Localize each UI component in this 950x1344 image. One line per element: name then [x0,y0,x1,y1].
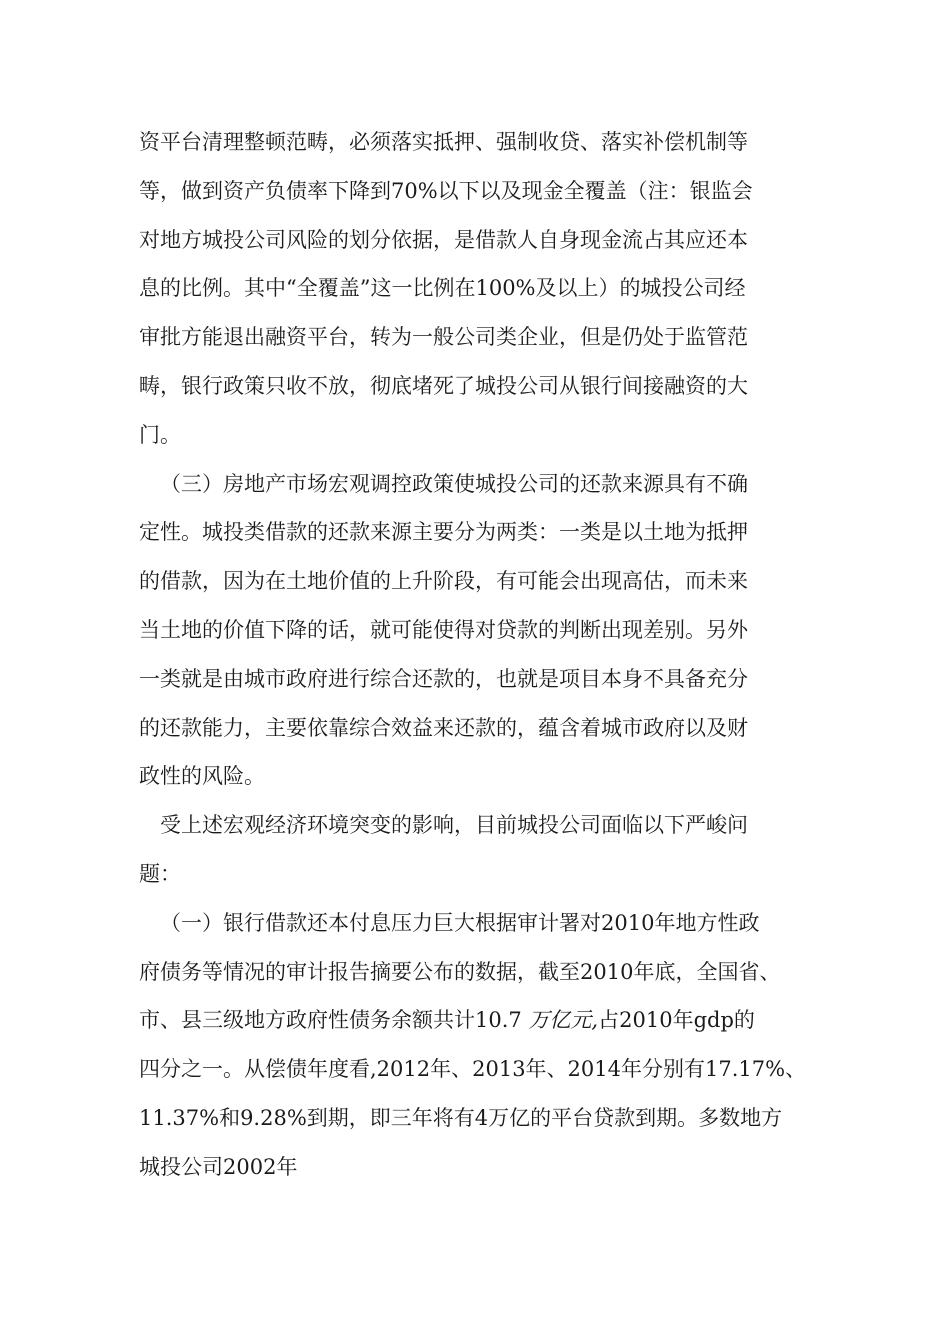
text-line: 定性。城投类借款的还款来源主要分为两类：一类是以土地为抵押 [139,520,748,545]
text-line: 等，做到资产负债率下降到70%以下以及现金全覆盖（注：银监会 [139,178,753,203]
text-line: 的借款，因为在土地价值的上升阶段，有可能会出现高估，而未来 [139,569,748,594]
text-line: 四分之一。从偿债年度看,2012年、2013年、2014年分别有17.17%、 [139,1057,807,1082]
text-line: （三）房地产市场宏观调控政策使城投公司的还款来源具有不确 [160,471,748,496]
text-line: 当土地的价值下降的话，就可能使得对贷款的判断出现差别。另外 [139,617,748,642]
text-line: 11.37%和9.28%到期，即三年将有4万亿的平台贷款到期。多数地方 [139,1105,783,1130]
text-line: 的还款能力，主要依靠综合效益来还款的，蕴含着城市政府以及财 [139,715,748,740]
text-segment: 占2010年gdp的 [598,1008,755,1033]
text-line: 府债务等情况的审计报告摘要公布的数据，截至2010年底，全国省、 [139,959,781,984]
text-line: 资平台清理整顿范畴，必须落实抵押、强制收贷、落实补偿机制等 [139,130,748,154]
text-line: （一）银行借款还本付息压力巨大根据审计署对2010年地方性政 [160,910,760,935]
text-line [139,996,819,1045]
text-line: 受上述宏观经济环境突变的影响，目前城投公司面临以下严峻问 [160,813,748,838]
text-line: 门。 [139,422,181,447]
text-line: 息的比例。其中“全覆盖”这一比例在100%及以上）的城投公司经 [139,276,746,301]
text-line: 题： [139,861,181,886]
text-line: 审批方能退出融资平台，转为一般公司类企业，但是仍处于监管范 [139,325,748,350]
text-line: 畴，银行政策只收不放，彻底堵死了城投公司从银行间接融资的大 [139,373,748,398]
text-segment: 市、县三级地方政府性债务余额共计10.7 [139,1008,529,1033]
text-line: 政性的风险。 [139,764,265,789]
text-segment-italic: 万亿元, [528,1008,599,1033]
body-text [139,118,819,1192]
text-line: 对地方城投公司风险的划分依据，是借款人自身现金流占其应还本 [139,227,748,252]
text-line: 一类就是由城市政府进行综合还款的，也就是项目本身不具备充分 [139,666,748,691]
text-line: 城投公司2002年 [139,1154,298,1179]
